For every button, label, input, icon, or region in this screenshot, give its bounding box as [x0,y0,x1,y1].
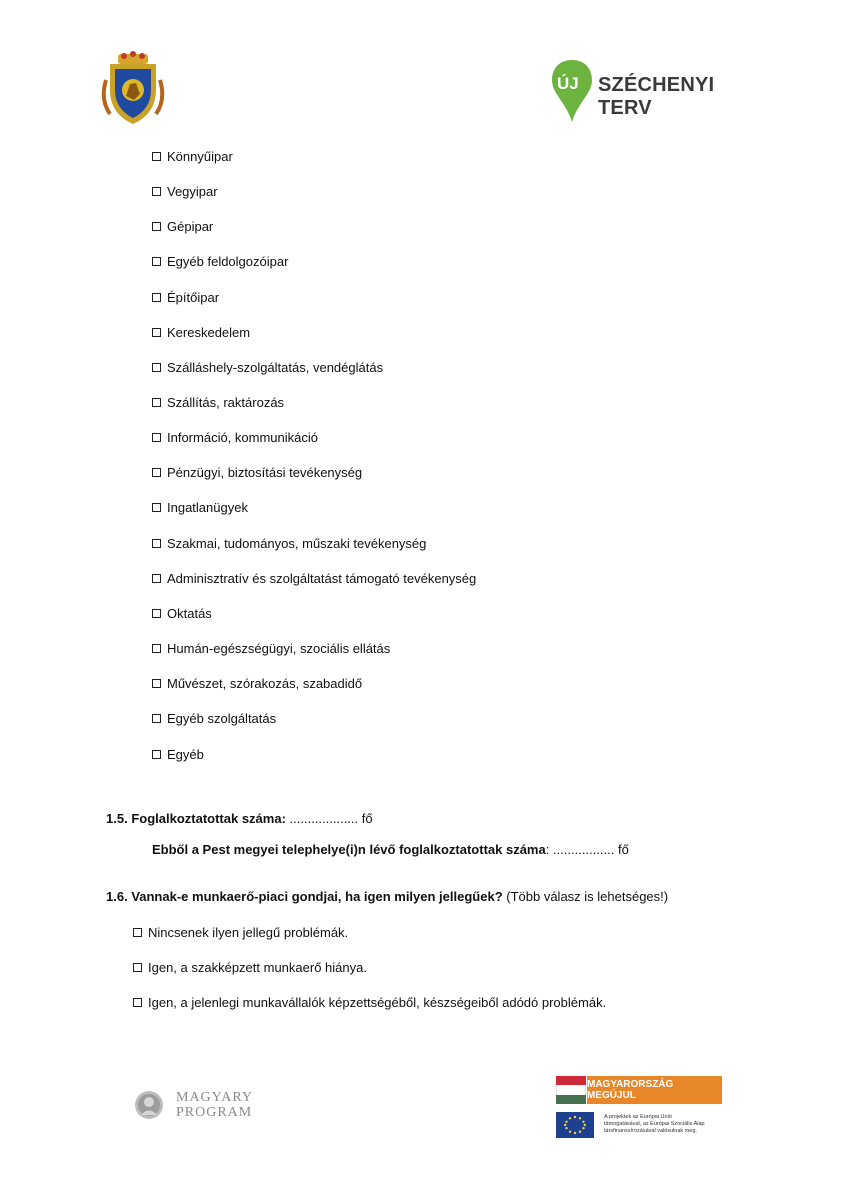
sector-option[interactable]: Egyéb szolgáltatás [152,711,276,726]
labor-issue-option[interactable]: Nincsenek ilyen jellegű problémák. [133,925,348,940]
question-note: (Több válasz is lehetséges!) [502,889,669,904]
question-label: Vannak-e munkaerő-piaci gondjai, ha igen milyen jellegűek? [131,889,503,904]
question-1-5 [106,811,373,826]
checkbox-icon[interactable] [152,433,161,442]
checkbox-icon[interactable] [152,328,161,337]
checkbox-icon[interactable] [152,222,161,231]
sector-option[interactable]: Szálláshely-szolgáltatás, vendéglátás [152,360,383,375]
magyary-program-logo [134,1088,264,1122]
coat-of-arms-logo [100,50,166,126]
checkbox-icon[interactable] [133,928,142,937]
szechenyi-terv-logo [550,58,750,126]
checkbox-icon[interactable] [152,187,161,196]
checkbox-icon[interactable] [152,679,161,688]
sector-option[interactable]: Művészet, szórakozás, szabadidő [152,676,362,691]
magyary-line-1: MAGYARY [176,1090,254,1105]
question-label: Foglalkoztatottak száma: [131,811,286,826]
checkbox-icon[interactable] [152,644,161,653]
logo-text: SZÉCHENYI TERV [598,74,715,119]
checkbox-icon[interactable] [152,257,161,266]
sector-option[interactable]: Vegyipar [152,184,218,199]
checkbox-icon[interactable] [152,574,161,583]
checkbox-icon[interactable] [152,468,161,477]
magyary-line-2: PROGRAM [176,1105,253,1120]
checkbox-icon[interactable] [152,398,161,407]
question-sub-label: Ebből a Pest megyei telephelye(i)n lévő foglalkoztatottak száma [152,842,546,857]
employee-count-blank[interactable]: ................... fő [285,811,373,826]
question-1-5-sub [152,842,629,857]
sector-option[interactable]: Pénzügyi, biztosítási tevékenység [152,465,362,480]
checkbox-icon[interactable] [152,714,161,723]
checkbox-icon[interactable] [152,293,161,302]
sector-option[interactable]: Egyéb feldolgozóipar [152,254,288,269]
question-number: 1.6. [106,889,128,904]
question-number: 1.5. [106,811,128,826]
sector-option[interactable]: Építőipar [152,290,219,305]
pest-employee-count-blank[interactable]: : ................. fő [545,842,629,857]
checkbox-icon[interactable] [152,609,161,618]
eu-flag-icon [556,1112,594,1138]
magyarorszag-megujul-banner: MAGYARORSZÁG MEGÚJUL [587,1076,722,1104]
sector-option[interactable]: Könnyűipar [152,149,233,164]
checkbox-icon[interactable] [133,998,142,1007]
sector-option[interactable]: Információ, kommunikáció [152,430,318,445]
sector-option[interactable]: Gépipar [152,219,213,234]
hungarian-flag-icon [556,1076,586,1104]
sector-option[interactable]: Humán-egészségügyi, szociális ellátás [152,641,390,656]
sector-option[interactable]: Egyéb [152,747,204,762]
sector-option[interactable]: Kereskedelem [152,325,250,340]
checkbox-icon[interactable] [152,363,161,372]
sector-option[interactable]: Adminisztratív és szolgáltatást támogató tevékenység [152,571,476,586]
sector-option[interactable]: Szállítás, raktározás [152,395,284,410]
eu-funding-text: A projektek az Európai Unió támogatásával, az Európai Szociális Alap társfinanszírozásával valósulnak meg. [604,1114,705,1134]
checkbox-icon[interactable] [152,750,161,759]
labor-issue-option[interactable]: Igen, a jelenlegi munkavállalók képzettségéből, készségeiből adódó problémák. [133,995,606,1010]
logo-prefix: ÚJ [557,74,579,93]
eu-funding-block [556,1076,726,1142]
checkbox-icon[interactable] [152,503,161,512]
sector-option[interactable]: Oktatás [152,606,212,621]
portrait-medallion-icon [134,1090,164,1120]
labor-issue-option[interactable]: Igen, a szakképzett munkaerő hiánya. [133,960,367,975]
question-1-6 [106,889,668,904]
checkbox-icon[interactable] [133,963,142,972]
sector-option[interactable]: Ingatlanügyek [152,500,248,515]
checkbox-icon[interactable] [152,539,161,548]
checkbox-icon[interactable] [152,152,161,161]
sector-option[interactable]: Szakmai, tudományos, műszaki tevékenység [152,536,426,551]
